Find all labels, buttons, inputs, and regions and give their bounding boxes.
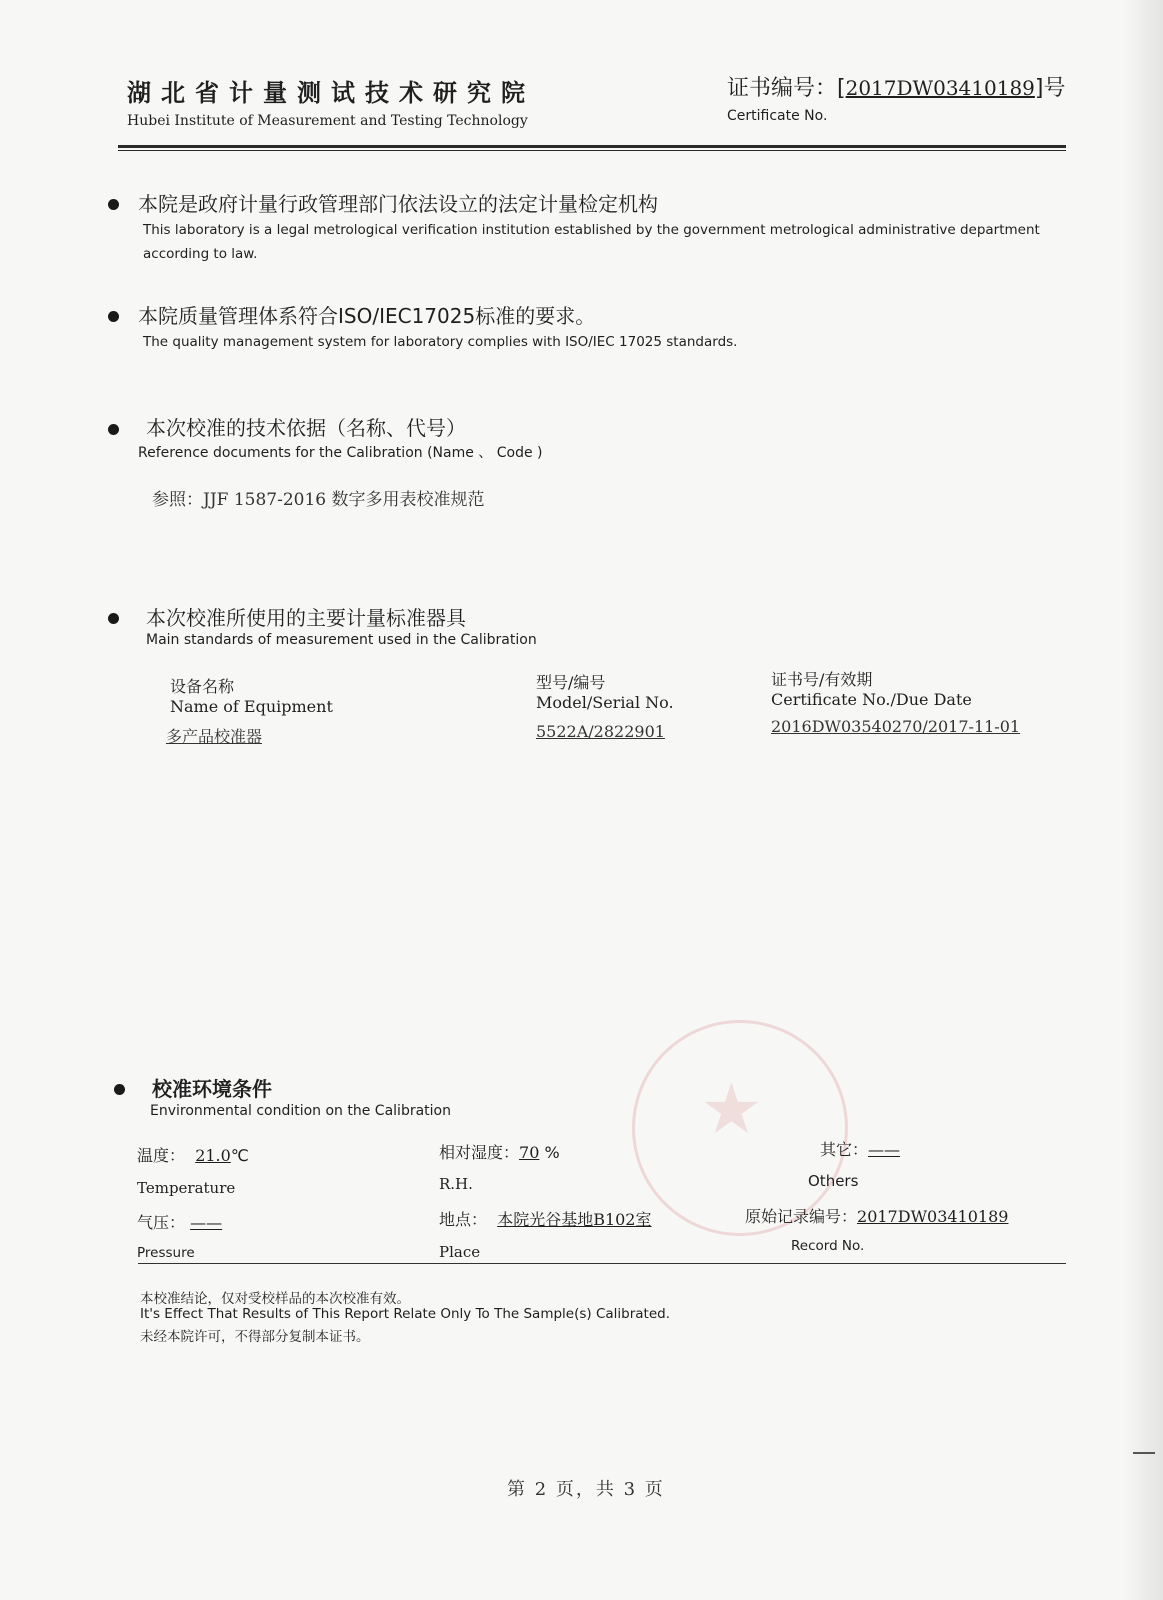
reference-title-cn: 本次校准的技术依据（名称、代号） xyxy=(146,416,466,440)
temperature xyxy=(137,1143,249,1166)
bullet-icon xyxy=(114,1084,125,1095)
environment-title-en: Environmental condition on the Calibration xyxy=(150,1103,451,1119)
record-number xyxy=(745,1204,1008,1227)
place-label-cn: 地点： xyxy=(439,1210,488,1229)
bullet-icon xyxy=(108,311,119,322)
place-value: 本院光谷基地B102室 xyxy=(497,1210,652,1229)
edge-mark xyxy=(1133,1452,1155,1454)
note-line: 本校准结论，仅对受校样品的本次校准有效。 xyxy=(140,1291,410,1307)
equipment-model: 5522A/2822901 xyxy=(536,722,665,741)
humidity-label-cn: 相对湿度： xyxy=(439,1143,520,1162)
environment-title-cn: 校准环境条件 xyxy=(152,1077,272,1101)
environment-rule xyxy=(138,1263,1066,1264)
col-cert-cn: 证书号/有效期 xyxy=(771,670,873,689)
col-model-cn: 型号/编号 xyxy=(536,673,606,692)
record-label-cn: 原始记录编号： xyxy=(745,1207,858,1226)
pressure xyxy=(137,1210,222,1233)
quality-title-cn: 本院质量管理体系符合ISO/IEC17025标准的要求。 xyxy=(138,304,596,328)
record-value: 2017DW03410189 xyxy=(857,1207,1009,1226)
humidity-value: 70 xyxy=(519,1143,540,1162)
col-cert-en: Certificate No./Due Date xyxy=(771,690,972,709)
page-edge-shadow xyxy=(1123,0,1163,1600)
institute-name-en: Hubei Institute of Measurement and Testing Technology xyxy=(127,113,528,129)
page-number: 第 2 页，共 3 页 xyxy=(507,1479,665,1500)
humidity-unit: % xyxy=(544,1143,560,1162)
equipment-name: 多产品校准器 xyxy=(166,727,263,746)
cert-number-value: 2017DW03410189 xyxy=(845,76,1035,100)
temperature-label-en: Temperature xyxy=(137,1179,236,1197)
header-rule-thin xyxy=(118,150,1066,151)
authority-title-cn: 本院是政府计量行政管理部门依法设立的法定计量检定机构 xyxy=(138,192,658,216)
note-line: It's Effect That Results of This Report Relate Only To The Sample(s) Calibrated. xyxy=(140,1306,671,1322)
reference-title-en: Reference documents for the Calibration (Name 、 Code ) xyxy=(138,445,543,461)
bullet-icon xyxy=(108,424,119,435)
pressure-label-en: Pressure xyxy=(137,1245,195,1261)
authority-text-en: This laboratory is a legal metrological verification institution established by the government metrological administrative department according to law. xyxy=(143,222,1040,262)
seal-star-icon: ★ xyxy=(700,1068,763,1150)
certificate-number xyxy=(727,71,1066,102)
pressure-value: —— xyxy=(190,1213,223,1232)
standards-title-cn: 本次校准所使用的主要计量标准器具 xyxy=(146,606,466,630)
cert-open-bracket: [ xyxy=(837,76,846,101)
place xyxy=(439,1207,652,1230)
cert-close-bracket: ]号 xyxy=(1034,76,1066,101)
col-equipment-cn: 设备名称 xyxy=(170,677,235,696)
institute-name-cn: 湖北省计量测试技术研究院 xyxy=(127,79,535,107)
cert-label-en: Certificate No. xyxy=(727,108,828,124)
others-label-en: Others xyxy=(808,1172,859,1190)
others xyxy=(820,1137,900,1160)
header-rule xyxy=(118,145,1066,148)
bullet-icon xyxy=(108,613,119,624)
equipment-cert: 2016DW03540270/2017-11-01 xyxy=(771,717,1021,736)
note-line: 未经本院许可，不得部分复制本证书。 xyxy=(140,1329,370,1345)
record-label-en: Record No. xyxy=(791,1238,865,1254)
others-label-cn: 其它： xyxy=(820,1140,869,1159)
place-label-en: Place xyxy=(439,1243,481,1261)
quality-text-en: The quality management system for laboratory complies with ISO/IEC 17025 standards. xyxy=(143,334,738,350)
bullet-icon xyxy=(108,199,119,210)
humidity-label-en: R.H. xyxy=(439,1175,473,1193)
others-value: —— xyxy=(868,1140,901,1159)
temperature-label-cn: 温度： xyxy=(137,1146,186,1165)
col-model-en: Model/Serial No. xyxy=(536,693,674,712)
standards-title-en: Main standards of measurement used in the Calibration xyxy=(146,632,537,648)
cert-label-cn: 证书编号： xyxy=(727,76,838,101)
col-equipment-en: Name of Equipment xyxy=(170,697,333,716)
temperature-unit: ℃ xyxy=(230,1146,249,1165)
humidity xyxy=(439,1140,560,1163)
pressure-label-cn: 气压： xyxy=(137,1213,186,1232)
temperature-value: 21.0 xyxy=(195,1146,231,1165)
reference-document: 参照：JJF 1587-2016 数字多用表校准规范 xyxy=(152,490,485,510)
